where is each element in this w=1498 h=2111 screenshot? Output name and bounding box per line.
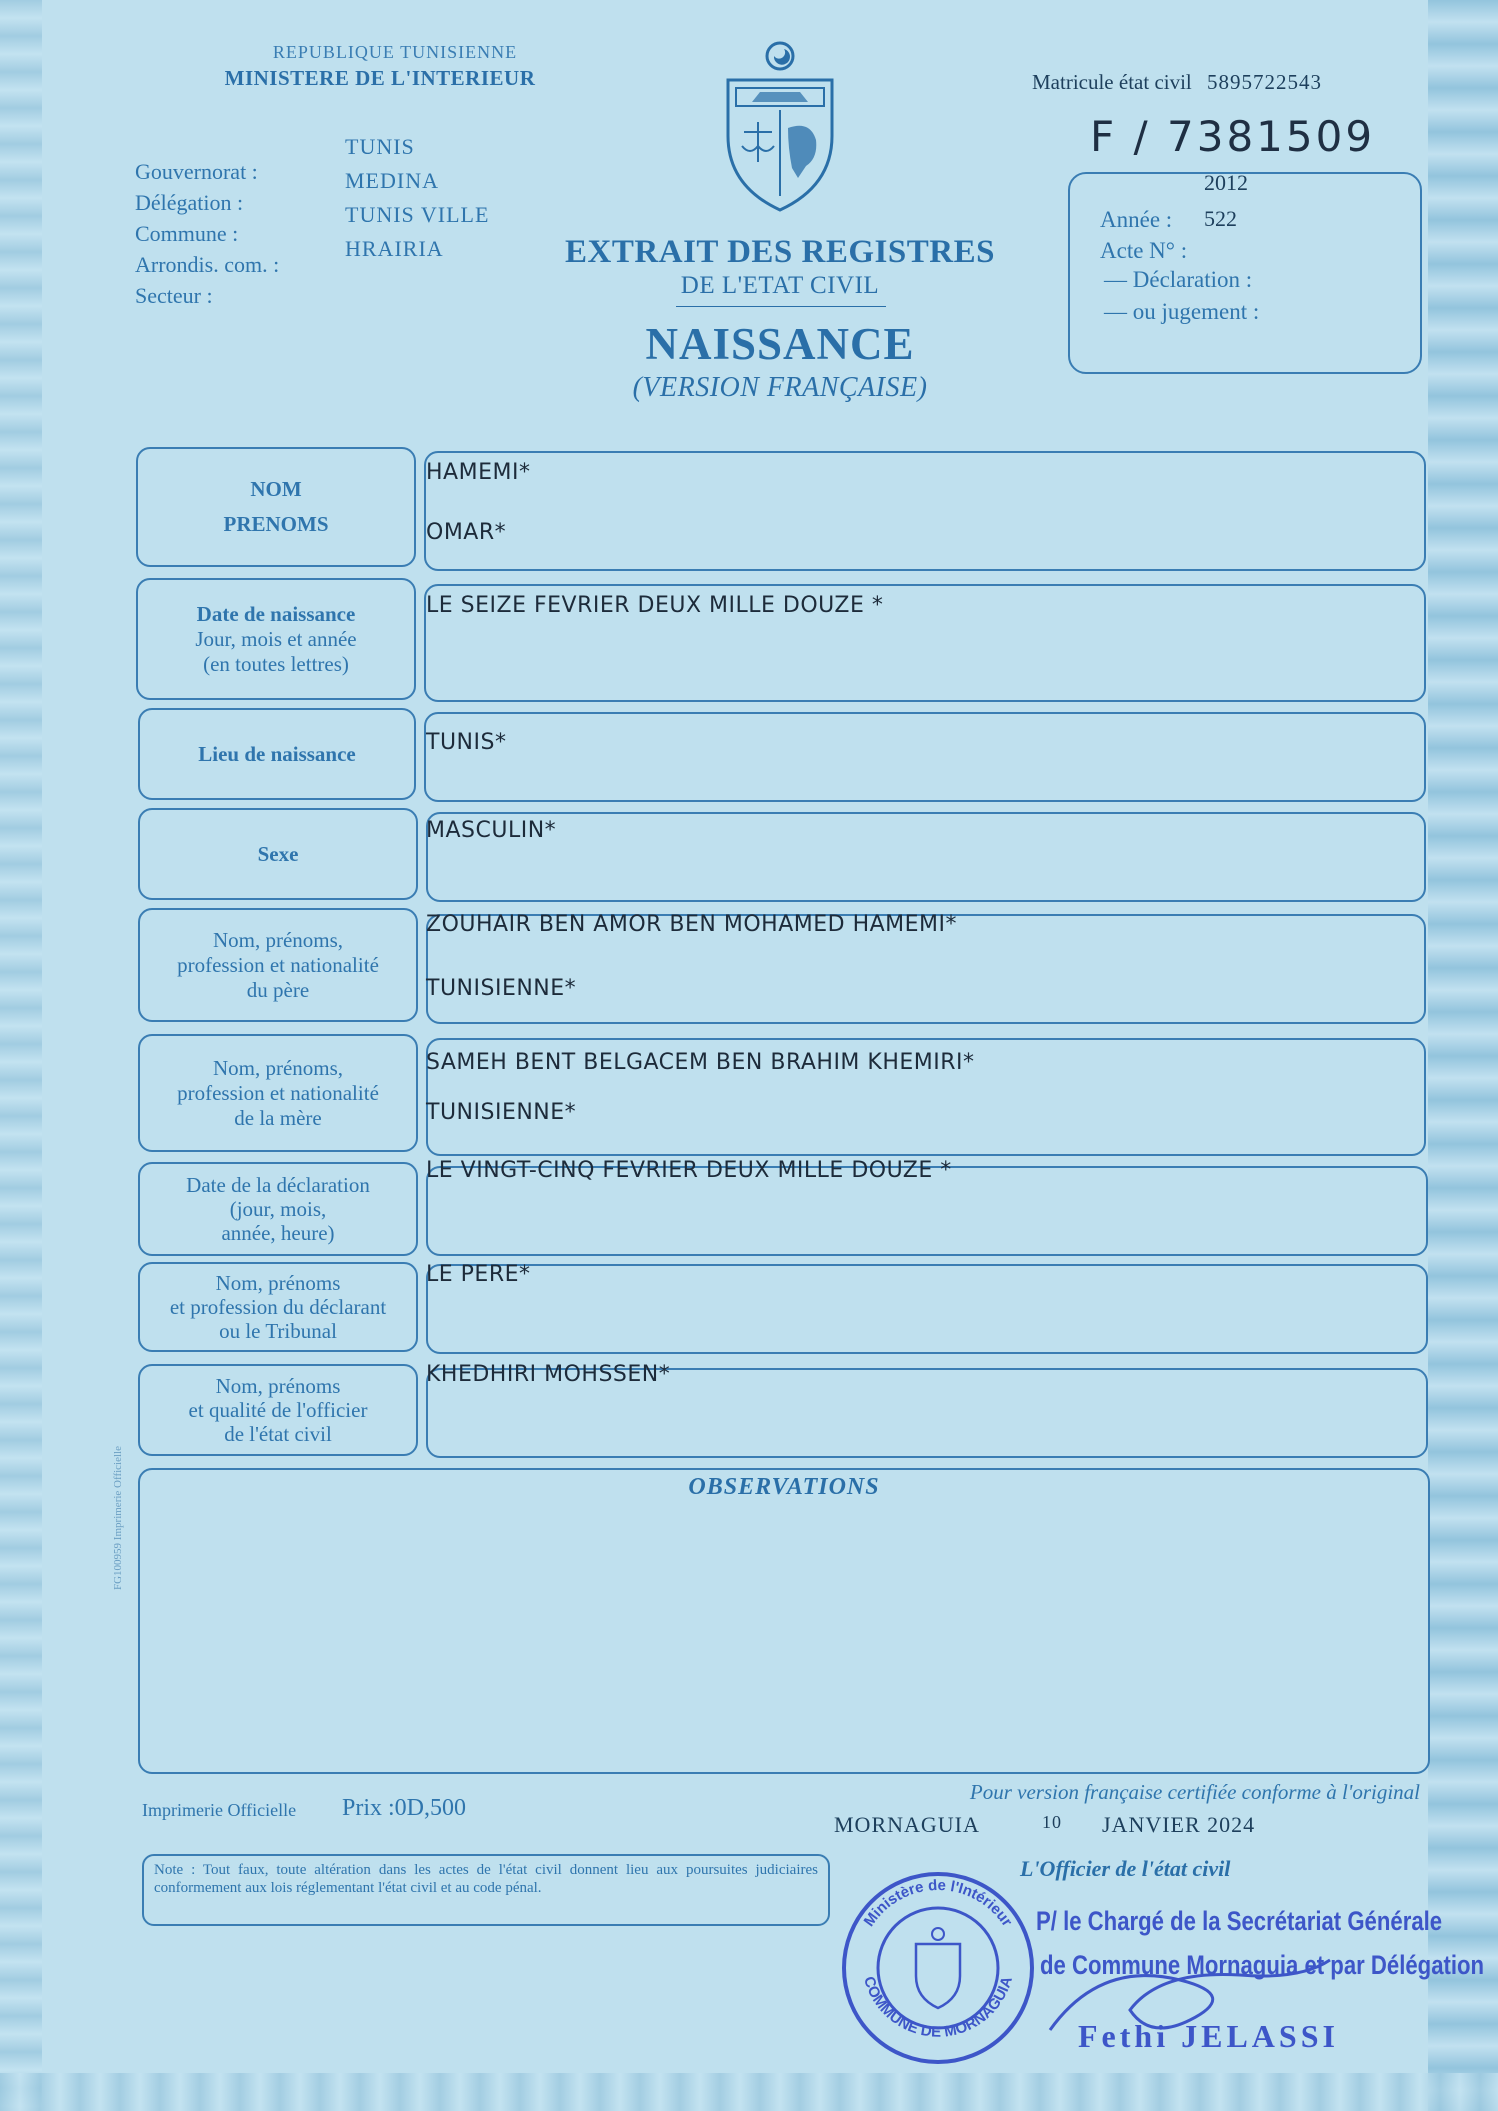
nom-label: NOM [250,477,302,501]
declaration-date-label-2: (jour, mois, [229,1197,327,1221]
svg-text:Ministère de l'Intérieur [861,1877,1016,1930]
arrondissement-value: HRAIRIA [345,236,444,261]
declarant-value: LE PERE* [426,1262,531,1287]
issue-month-year: JANVIER 2024 [1102,1812,1256,1837]
issue-day: 10 [1042,1812,1062,1832]
commune-label: Commune : [135,221,239,246]
seal-top-text: Ministère de l'Intérieur [860,1876,1016,1930]
date-naissance-value: LE SEIZE FEVRIER DEUX MILLE DOUZE * [426,593,884,618]
side-print-label: FG100959 Imprimerie Officielle [112,1446,124,1590]
naissance-title: NAISSANCE [645,319,915,369]
seal-bottom-text: COMMUNE DE MORNAGUIA [860,1974,1016,2041]
date-naissance-label-box [136,578,416,700]
declarant-value-box [426,1264,1428,1354]
date-naissance-label: Date de naissance [196,601,356,626]
observations-box [138,1468,1430,1774]
document-subtitle: DE L'ETAT CIVIL [680,272,880,299]
nom-prenoms-label-box [136,447,416,567]
annee-value: 2012 [1204,170,1248,195]
gouvernorat-value: TUNIS [345,134,415,159]
officer-title: L'Officier de l'état civil [1020,1856,1231,1881]
acte-number-value: 522 [1204,206,1237,231]
lieu-naissance-label-box [138,708,416,800]
declaration-date-label-1: Date de la déclaration [186,1173,370,1197]
pere-label-1: Nom, prénoms, [212,927,344,952]
arrondissement-label: Arrondis. com. : [135,252,280,277]
lieu-naissance-label: Lieu de naissance [198,741,356,766]
legal-note: Note : Tout faux, toute altération dans les actes de l'état civil donnent lieu aux poursuites judiciaires conformement aux lois réglementant l'état civil et au code pénal. [142,1854,830,1926]
delegation-label: Délégation : [135,190,244,215]
issue-place: MORNAGUIA [834,1812,980,1837]
price-label: Prix :0D,500 [342,1795,467,1821]
guilloche-border-left [0,0,42,2111]
mere-label-2: profession et nationalité [177,1080,379,1105]
mere-label-1: Nom, prénoms, [212,1055,344,1080]
annee-label: Année : [1100,207,1173,232]
lieu-naissance-value: TUNIS* [426,730,507,755]
tunisia-coat-of-arms-icon [722,36,838,214]
admin-labels [135,156,279,311]
officier-label-3: de l'état civil [224,1422,332,1446]
commune-value: TUNIS VILLE [345,202,490,227]
officier-label-2: et qualité de l'officier [188,1398,368,1422]
officier-value: KHEDHIRI MOHSSEN* [426,1362,671,1387]
sexe-value-box [426,812,1426,902]
lieu-naissance-value-box [424,712,1426,802]
declarant-label-1: Nom, prénoms [215,1271,341,1295]
declaration-date-value: LE VINGT-CINQ FEVRIER DEUX MILLE DOUZE * [426,1158,952,1183]
matricule-value: 5895722543 [1207,70,1323,94]
version-francaise-label: (VERSION FRANÇAISE) [632,372,928,403]
guilloche-border-right [1428,0,1498,2111]
jugement-label: — ou jugement : [1104,299,1260,324]
declaration-date-label-3: année, heure) [221,1221,335,1245]
mere-label-3: de la mère [234,1105,322,1130]
matricule-label: Matricule état civil [1032,70,1192,94]
pere-nationality-value: TUNISIENNE* [426,976,577,1001]
declarant-label-2: et profession du déclarant [169,1295,387,1319]
date-naissance-sublabel-2: (en toutes lettres) [203,651,349,676]
guilloche-border-bottom [0,2073,1498,2111]
officier-label-box [138,1364,418,1456]
declaration-label: — Déclaration : [1104,267,1253,292]
serial-number: F / 7381509 [1090,112,1376,161]
stamp-line-1: P/ le Chargé de la Secrétariat Générale [1036,1906,1443,1936]
ministry-label: MINISTERE DE L'INTERIEUR [224,66,536,90]
sexe-label-box [138,808,418,900]
declaration-date-label-box [138,1162,418,1256]
officer-signature-name: Fethi JELASSI [1078,2018,1339,2054]
declarant-label-box [138,1262,418,1352]
nom-prenoms-value-box [424,451,1426,571]
declarant-label-3: ou le Tribunal [219,1319,337,1343]
pere-label-3: du père [246,977,310,1002]
republic-label: REPUBLIQUE TUNISIENNE [272,42,518,62]
prenoms-label: PRENOMS [223,512,329,536]
pere-name-value: ZOUHAIR BEN AMOR BEN MOHAMED HAMEMI* [426,912,958,937]
imprimerie-label: Imprimerie Officielle [142,1800,297,1820]
mere-nationality-value: TUNISIENNE* [426,1100,577,1125]
gouvernorat-label: Gouvernorat : [135,159,258,184]
mere-name-value: SAMEH BENT BELGACEM BEN BRAHIM KHEMIRI* [426,1050,975,1075]
commune-seal-icon [838,1868,1038,2068]
sexe-value: MASCULIN* [426,818,557,843]
certification-text: Pour version française certifiée conforme à l'original [969,1780,1420,1804]
matricule [1032,70,1322,95]
pere-label-2: profession et nationalité [177,952,379,977]
delegation-value: MEDINA [345,168,439,193]
mere-label-box [138,1034,418,1152]
stamp-line-2: de Commune Mornaguia et par Délégation [1040,1950,1485,1980]
officier-label-1: Nom, prénoms [215,1374,341,1398]
title-divider [676,306,886,307]
nom-value: HAMEMI* [426,460,531,485]
prenoms-value: OMAR* [426,520,507,545]
document-title: EXTRAIT DES REGISTRES [565,234,995,270]
acte-number-label: Acte N° : [1100,238,1188,263]
date-naissance-sublabel-1: Jour, mois et année [195,626,357,651]
secteur-label: Secteur : [135,283,213,308]
pere-label-box [138,908,418,1022]
observations-label: OBSERVATIONS [688,1474,880,1500]
sexe-label: Sexe [257,841,299,866]
admin-values [345,130,489,266]
